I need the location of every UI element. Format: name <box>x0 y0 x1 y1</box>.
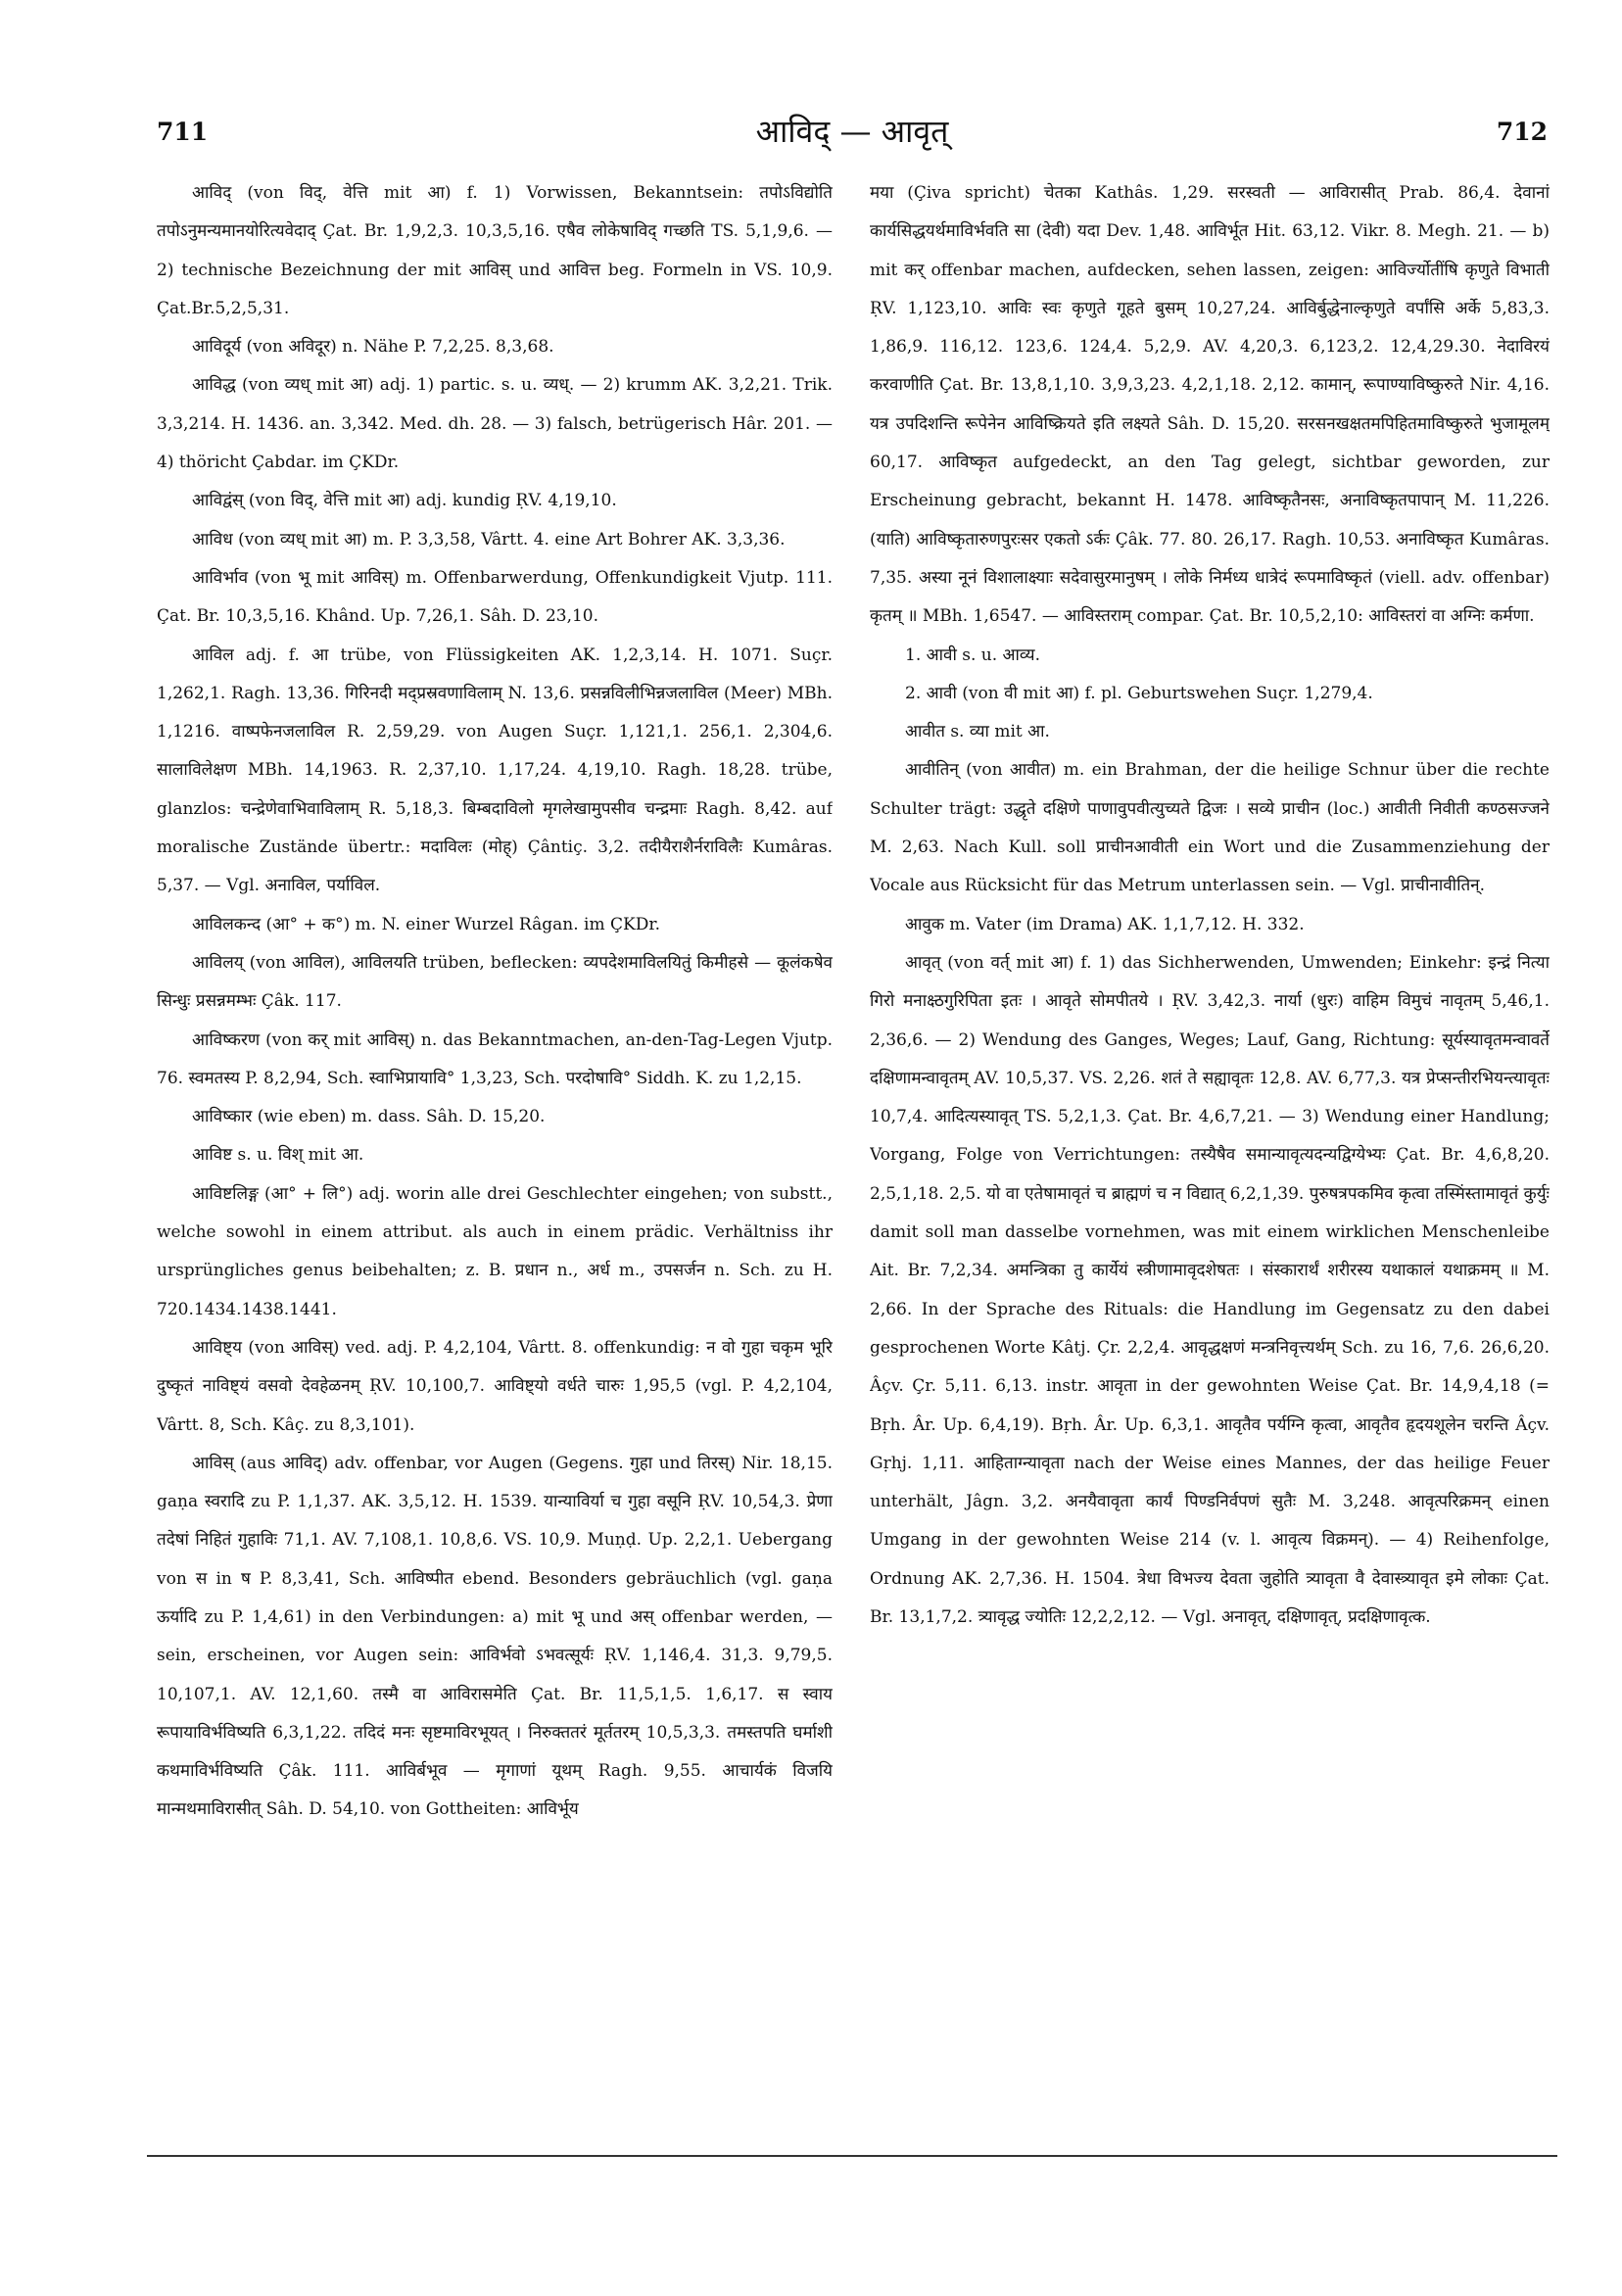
dictionary-entry: आविदूर्य (von अविदूर) n. Nähe P. 7,2,25. 8,3,68. <box>192 337 554 358</box>
dictionary-entry: आविद् (von विद्, वेत्ति mit आ) f. 1) Vorwissen, Bekanntsein: तपोऽविद्योति तपोऽनुमन्यमानयोरित्यवेदाद् Çat. Br. 1,9,2,3. 10,3,5,16. एषैव लोकेषाविद् गच्छति TS. 5,1,9,6. — 2) technische Bezeichnung der mit आविस् und आवित्त beg. Formeln in VS. 10,9. Çat.Br.5,2,5,31. <box>157 183 833 318</box>
dictionary-entry: आविष्करण (von कर् mit आविस्) n. das Bekanntmachen, an-den-Tag-Legen Vjutp. 76. स्वमतस्य P. 8,2,94, Sch. स्वाभिप्रायावि° 1,3,23, Sch. परदोषावि° Siddh. K. zu 1,2,15. <box>157 1029 833 1088</box>
dictionary-entry: आविलकन्द (आ° + क°) m. N. einer Wurzel Râgan. im ÇKDr. <box>192 914 660 934</box>
dictionary-entry: आविद्वंस् (von विद्, वेत्ति mit आ) adj. kundig ṚV. 4,19,10. <box>192 491 617 511</box>
dictionary-entry: आविष्ट्य (von आविस्) ved. adj. P. 4,2,104, Vârtt. 8. offenkundig: न वो गुहा चकृम भूरि दुष्कृतं नाविष्ट्यं वसवो देवहेळनम् ṚV. 10,100,7. आविष्ट्यो वर्धते चारुः 1,95,5 (vgl. P. 4,2,104, Vârtt. 8, Sch. Kâç. zu 8,3,101). <box>157 1337 833 1435</box>
page-number-right: 712 <box>1496 118 1548 146</box>
dictionary-entry: आवीतिन् (von आवीत) m. ein Brahman, der die heilige Schnur über die rechte Schulter trägt: उद्धृते दक्षिणे पाणावुपवीत्युच्यते द्विजः । सव्ये प्राचीन (loc.) आवीती निवीती कण्ठसज्जने M. 2,63. Nach Kull. soll प्राचीनआवीती ein Wort und die Zusammenziehung der Vocale aus Rücksicht für das Metrum unterlassen sein. — Vgl. प्राचीनावीतिन्. <box>870 760 1550 896</box>
dictionary-entry: 2. आवी (von वी mit आ) f. pl. Geburtswehen Suçr. 1,279,4. <box>905 683 1373 703</box>
dictionary-entry: आवीत s. व्या mit आ. <box>905 722 1050 742</box>
left-column <box>157 174 833 1937</box>
page-header <box>157 110 1548 159</box>
dictionary-entry: 1. आवी s. u. आव्य. <box>905 645 1040 665</box>
right-column <box>870 174 1550 1937</box>
dictionary-entry: आविष्कार (wie eben) m. dass. Sâh. D. 15,20. <box>192 1107 546 1127</box>
dictionary-entry: आविस् (aus आविद्) adv. offenbar, vor Augen (Gegens. गुहा und तिरस्) Nir. 18,15. gaṇa स्वरादि zu P. 1,1,37. AK. 3,5,12. H. 1539. यान्याविर्या च गुहा वसूनि ṚV. 10,54,3. प्रेणा तदेषां निहितं गुहाविः 71,1. AV. 7,108,1. 10,8,6. VS. 10,9. Muṇḍ. Up. 2,2,1. Uebergang von स in ष P. 8,3,41, Sch. आविष्पीत ebend. Besonders gebräuchlich (vgl. gaṇa ऊर्यादि zu P. 1,4,61) in den Verbindungen: a) mit भू und अस् offenbar werden, — sein, erscheinen, vor Augen sein: आविर्भवो ऽभवत्सूर्यः ṚV. 1,146,4. 31,3. 9,79,5. 10,107,1. AV. 12,1,60. तस्मै वा आविरासमेति Çat. Br. 11,5,1,5. 1,6,17. स स्वाय रूपायाविर्भविष्यति 6,3,1,22. तदिदं मनः सृष्टमाविरभूयत् । निरुक्ततरं मूर्ततरम् 10,5,3,3. तमस्तपति घर्माशी कथमाविर्भविष्यति Çâk. 111. आविर्बभूव — मृगाणां यूथम् Ragh. 9,55. आचार्यकं विजयि मान्मथमाविरासीत् Sâh. D. 54,10. von Gottheiten: आविर्भूय <box>157 1453 833 1820</box>
dictionary-entry: आविध (von व्यध् mit आ) m. P. 3,3,58, Vârtt. 4. eine Art Bohrer AK. 3,3,36. <box>192 529 786 550</box>
footer-rule <box>147 2155 1557 2157</box>
dictionary-entry: आविर्भाव (von भू mit आविस्) m. Offenbarwerdung, Offenkundigkeit Vjutp. 111. Çat. Br. 10,3,5,16. Khând. Up. 7,26,1. Sâh. D. 23,10. <box>157 567 833 627</box>
dictionary-entry: आवुक m. Vater (im Drama) AK. 1,1,7,12. H. 332. <box>905 914 1305 934</box>
dictionary-entry: आविल adj. f. आ trübe, von Flüssigkeiten AK. 1,2,3,14. H. 1071. Suçr. 1,262,1. Ragh. 13,36. गिरिनदी मद्प्रस्रवणाविलाम् N. 13,6. प्रसन्नविलीभिन्नजलाविल (Meer) MBh. 1,1216. वाष्पफेनजलाविल R. 2,59,29. von Augen Suçr. 1,121,1. 256,1. 2,304,6. सालाविलेक्षण MBh. 14,1963. R. 2,37,10. 1,17,24. 4,19,10. Ragh. 18,28. trübe, glanzlos: चन्द्रेणेवाभिवाविलाम् R. 5,18,3. बिम्बदाविलो मृगलेखामुपसीव चन्द्रमाः Ragh. 8,42. auf moralische Zustände übertr.: मदाविलः (मोह्) Çântiç. 3,2. तदीयैराशैर्नराविलैः Kumâras. 5,37. — Vgl. अनाविल, पर्याविल. <box>157 645 833 896</box>
dictionary-entry: आवृत् (von वर्त् mit आ) f. 1) das Sichherwenden, Umwenden; Einkehr: इन्द्रं नित्या गिरो मनाक्ष्ठगुरिपिता इतः । आवृते सोमपीतये । ṚV. 3,42,3. नार्या (धुरः) वाहिम विमुचं नावृतम् 5,46,1. 2,36,6. — 2) Wendung des Ganges, Weges; Lauf, Gang, Richtung: सूर्यस्यावृतमन्वावर्ते दक्षिणामन्वावृतम् AV. 10,5,37. VS. 2,26. शतं ते सह्यावृतः 12,8. AV. 6,77,3. यत्र प्रेप्सन्तीरभियन्त्यावृतः 10,7,4. आदित्यस्यावृत् TS. 5,2,1,3. Çat. Br. 4,6,7,21. — 3) Wendung einer Handlung; Vorgang, Folge von Verrichtungen: तस्यैषैव समान्यावृत्यदन्यद्विग्येभ्यः Çat. Br. 4,6,8,20. 2,5,1,18. 2,5. यो वा एतेषामावृतं च ब्राह्मणं च न विद्यात् 6,2,1,39. पुरुषत्रपकमिव कृत्वा तस्मिंस्तामावृतं कुर्युः damit soll man dasselbe vornehmen, was mit einem wirklichen Menschenleibe Ait. Br. 7,2,34. अमन्त्रिका तु कार्येयं स्त्रीणामावृदशेषतः । संस्कारार्थं शरीरस्य यथाकालं यथाक्रमम् ॥ M. 2,66. In der Sprache des Rituals: die Handlung im Gegensatz zu den dabei gesprochenen Worte Kâtj. Çr. 2,2,4. आवृद्धक्षणं मन्त्रनिवृत्त्यर्थम् Sch. zu 16, 7,6. 26,6,20. Âçv. Çr. 5,11. 6,13. instr. आवृता in der gewohnten Weise Çat. Br. 14,9,4,18 (= Bṛh. Âr. Up. 6,4,19). Bṛh. Âr. Up. 6,3,1. आवृतैव पर्यग्नि कृत्वा, आवृतैव हृदयशूलेन चरन्ति Âçv. Gṛhj. 1,11. आहिताग्न्यावृता nach der Weise eines Mannes, der das heilige Feuer unterhält, Jâgn. 3,2. अनयैवावृता कार्यं पिण्डनिर्वपणं सुतैः M. 3,248. आवृत्परिक्रमन् einen Umgang in der gewohnten Weise 214 (v. l. आवृत्य विक्रमन्). — 4) Reihenfolge, Ordnung AK. 2,7,36. H. 1504. त्रेधा विभज्य देवता जुहोति त्र्यावृता वै देवास्त्र्यावृत इमे लोकाः Çat. Br. 13,1,7,2. त्र्यावृद्ध ज्योतिः 12,2,2,12. — Vgl. अनावृत्, दक्षिणावृत्, प्रदक्षिणावृत्क. <box>870 952 1550 1627</box>
dictionary-entry: आविलय् (von आविल), आविलयति trüben, beflecken: व्यपदेशमाविलयितुं किमीहसे — कूलंकषेव सिन्धुः प्रसन्नमम्भः Çâk. 117. <box>157 952 833 1012</box>
dictionary-entry-continuation: मया (Çiva spricht) चेतका Kathâs. 1,29. सरस्वती — आविरासीत् Prab. 86,4. देवानां कार्यसिद्धयर्थमाविर्भवति सा (देवी) यदा Dev. 1,48. आविर्भूत Hit. 63,12. Vikr. 8. Megh. 21. — b) mit कर् offenbar machen, aufdecken, sehen lassen, zeigen: आविर्ज्योतींषि कृणुते विभाती ṚV. 1,123,10. आविः स्वः कृणुते गूहते बुसम् 10,27,24. आविर्बुद्धेनाल्कृणुते वर्पांसि अर्के 5,83,3. 1,86,9. 116,12. 123,6. 124,4. 5,2,9. AV. 4,20,3. 6,123,2. 12,4,29.30. नेदाविरयं करवाणीति Çat. Br. 13,8,1,10. 3,9,3,23. 4,2,1,18. 2,12. कामान्, रूपाण्याविष्कुरुते Nir. 4,16. यत्र उपदिशन्ति रूपेनेन आविष्क्रियते इति लक्ष्यते Sâh. D. 15,20. सरसनखक्षतमपिहितमाविष्कुरुते भुजामूलम् 60,17. आविष्कृत aufgedeckt, an den Tag gelegt, sichtbar geworden, zur Erscheinung gebracht, bekannt H. 1478. आविष्कृतैनसः, अनाविष्कृतपापान् M. 11,226. (याति) आविष्कृतारुणपुरःसर एकतो ऽर्कः Çâk. 77. 80. 26,17. Ragh. 10,53. अनाविष्कृत Kumâras. 7,35. अस्या नूनं विशालाक्ष्याः सदेवासुरमानुषम् । लोके निर्मध्य धात्रेदं रूपमाविष्कृतं (viell. adv. offenbar) कृतम् ॥ MBh. 1,6547. — आविस्तराम् compar. Çat. Br. 10,5,2,10: आविस्तरां वा अग्निः कर्मणा. <box>870 183 1550 627</box>
dictionary-entry: आविष्ट s. u. विश् mit आ. <box>192 1145 364 1166</box>
page-number-left: 711 <box>157 118 209 146</box>
dictionary-entry: आविष्टलिङ्ग (आ° + लि°) adj. worin alle drei Geschlechter eingehen; von substt., welche sowohl in einem attribut. als auch in einem prädic. Verhältniss ihr ursprüngliches genus beibehalten; z. B. प्रधान n., अर्ध m., उपसर्जन n. Sch. zu H. 720.1434.1438.1441. <box>157 1183 833 1319</box>
dictionary-entry: आविद्ध (von व्यध् mit आ) adj. 1) partic. s. u. व्यध्. — 2) krumm AK. 3,2,21. Trik. 3,3,214. H. 1436. an. 3,342. Med. dh. 28. — 3) falsch, betrügerisch Hâr. 201. — 4) thöricht Çabdar. im ÇKDr. <box>157 375 833 473</box>
running-title: आविद् — आवृत् <box>755 113 949 150</box>
